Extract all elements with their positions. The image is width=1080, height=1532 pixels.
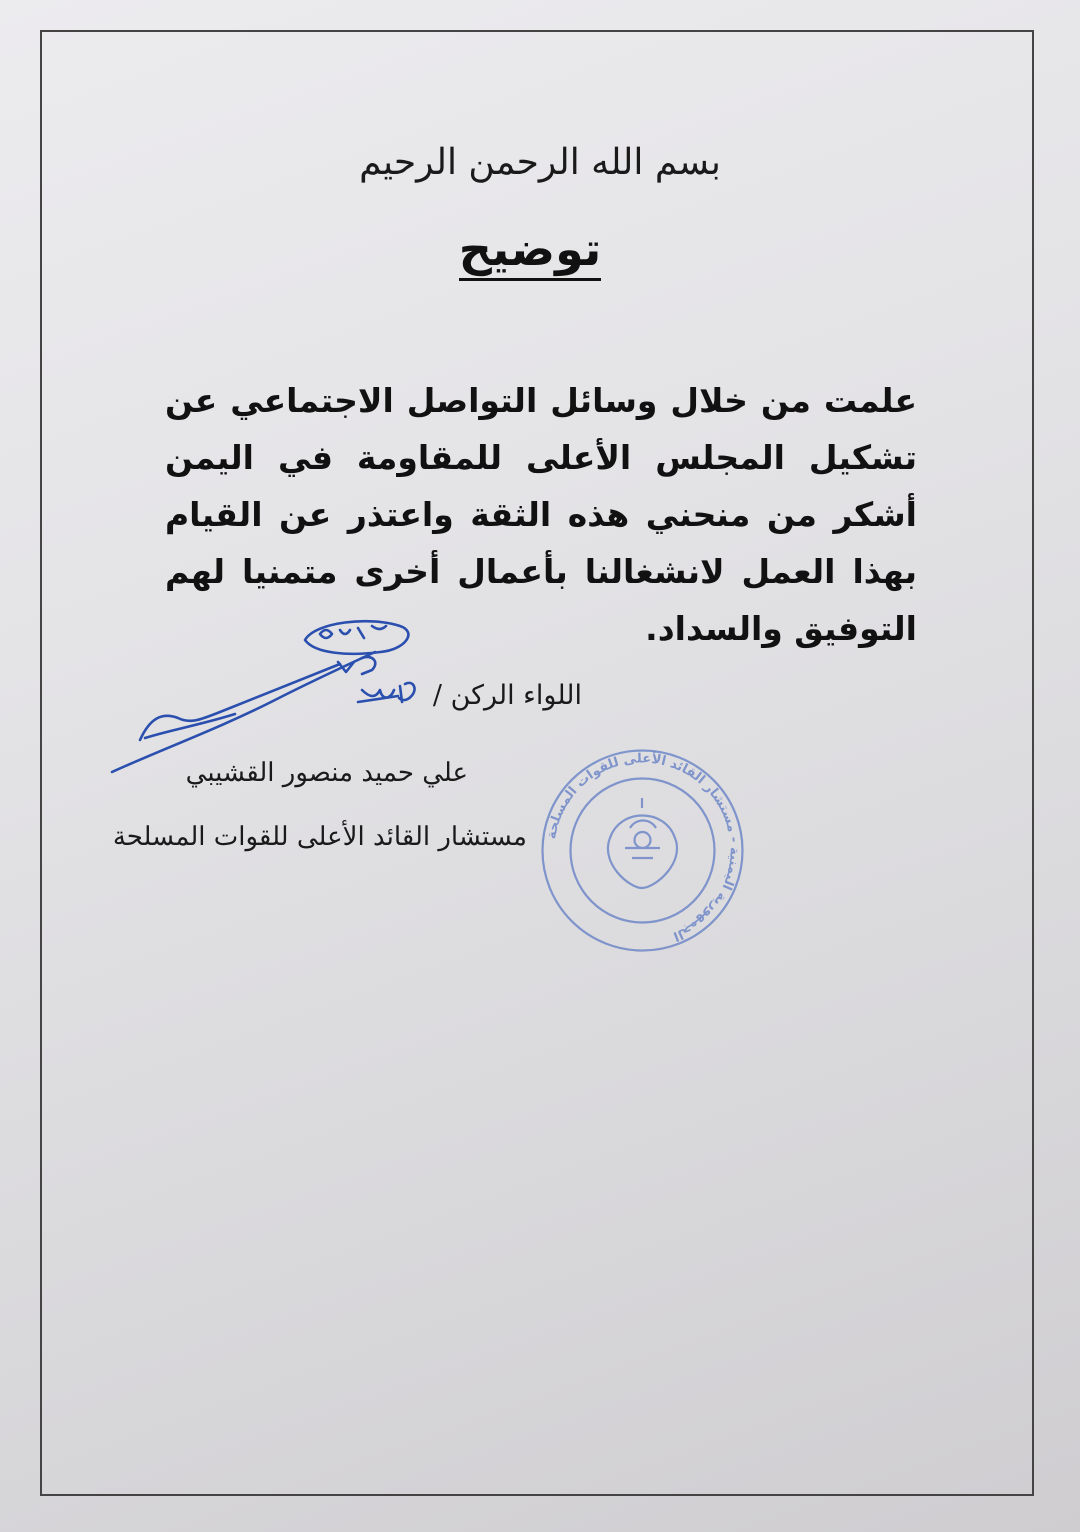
signatory-position: مستشار القائد الأعلى للقوات المسلحة <box>112 822 527 852</box>
basmala-heading: بسم الله الرحمن الرحيم <box>359 142 721 183</box>
signatory-rank: اللواء الركن / <box>432 680 582 711</box>
official-stamp <box>535 748 750 953</box>
statement-paragraph: علمت من خلال وسائل التواصل الاجتماعي عن تشكيل المجلس الأعلى للمقاومة في اليمن أشكر من منحني هذه الثقة واعتذر عن القيام بهذا العمل لانشغالنا بأعمال أخرى متمنيا لهم التوفيق والسداد. <box>165 381 917 648</box>
stamp-ring-text: الجمهورية اليمنية - مستشار القائد الأعلى للقوات المسلحة <box>544 751 742 944</box>
signatory-name: علي حميد منصور القشيبي <box>185 758 468 788</box>
document-title-text: توضيح <box>459 222 602 281</box>
document-title <box>380 222 680 276</box>
handwritten-signature <box>100 600 430 790</box>
